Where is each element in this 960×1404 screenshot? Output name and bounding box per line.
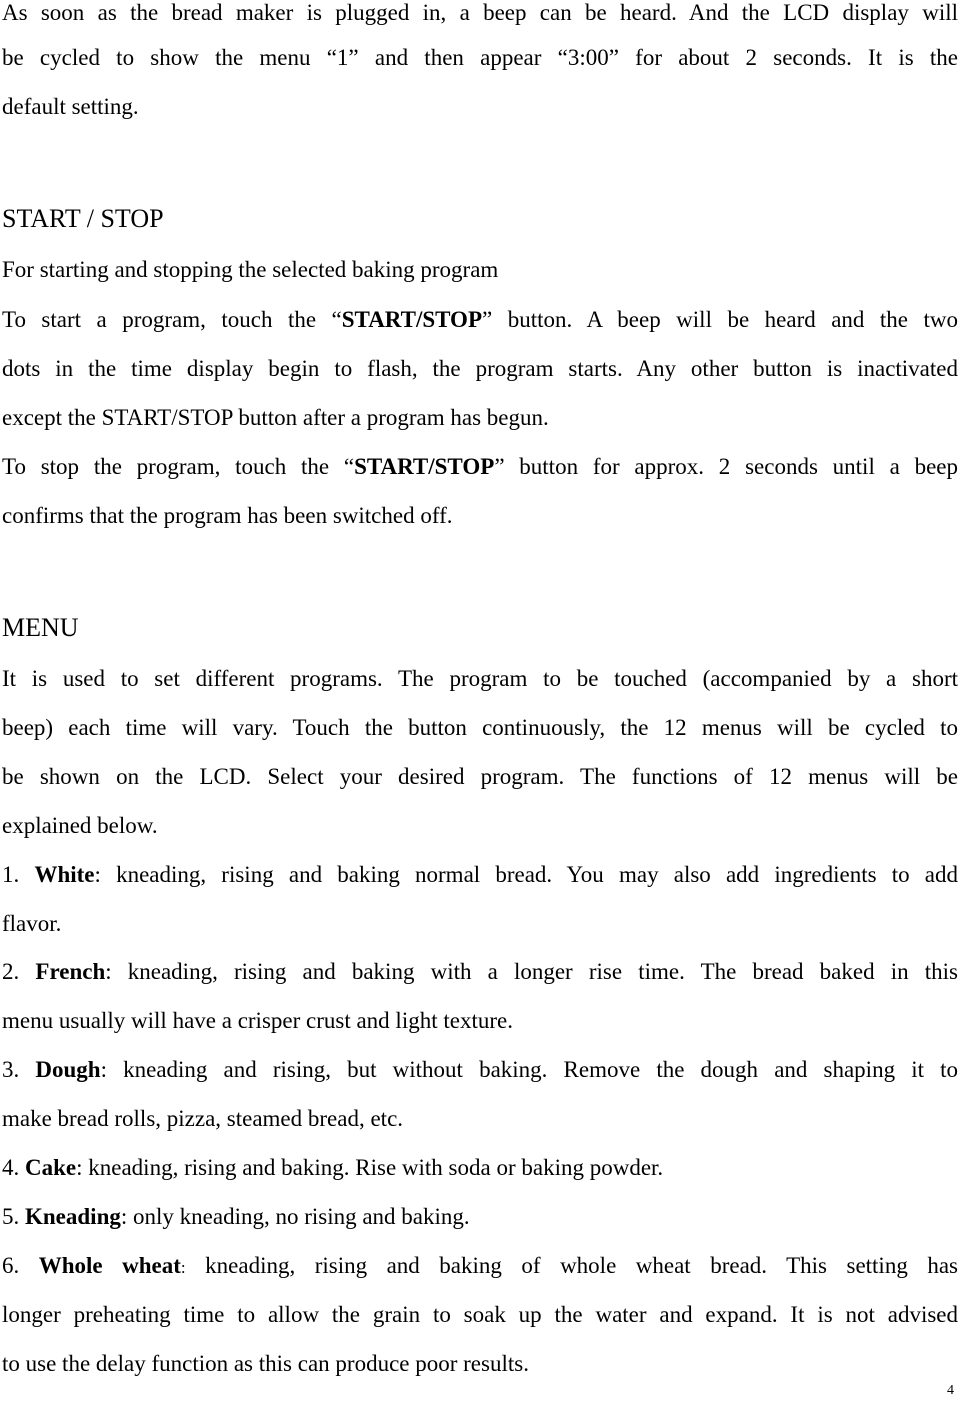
menu-line-4: explained below. xyxy=(2,813,158,838)
start-stop-line-6: confirms that the program has been switched off. xyxy=(2,503,453,528)
start-stop-button-name: START/STOP xyxy=(341,307,482,332)
menu-item-french-line-2: menu usually will have a crisper crust and light texture. xyxy=(2,1008,513,1033)
menu-item-name: Cake xyxy=(25,1155,77,1180)
menu-item-number: 3. xyxy=(2,1057,36,1082)
menu-item-name: French xyxy=(35,959,106,984)
start-stop-line-4: except the START/STOP button after a program has begun. xyxy=(2,405,549,430)
intro-line-3: default setting. xyxy=(2,94,139,119)
start-stop-line-3: dots in the time display begin to flash, the program starts. Any other button is inactivated xyxy=(2,356,958,381)
menu-item-name: White xyxy=(34,862,95,887)
menu-item-cake xyxy=(2,1155,663,1181)
start-stop-line-5-pre: To stop the program, touch the “ xyxy=(2,454,355,479)
menu-item-description: kneading, rising and baking of whole wheat bread. This setting has xyxy=(185,1253,958,1278)
menu-item-white xyxy=(2,862,958,888)
menu-item-description: only kneading, no rising and baking. xyxy=(127,1204,470,1229)
menu-item-description: kneading, rising and baking normal bread. You may also add ingredients to add xyxy=(100,862,959,887)
menu-item-name: Whole wheat xyxy=(38,1253,181,1278)
menu-item-name: Dough xyxy=(35,1057,101,1082)
menu-item-kneading xyxy=(2,1204,470,1230)
menu-item-separator: : xyxy=(180,1258,186,1277)
start-stop-line-5 xyxy=(2,454,958,480)
menu-item-number: 6. xyxy=(2,1253,39,1278)
menu-line-1: It is used to set different programs. The program to be touched (accompanied by a short xyxy=(2,666,958,691)
start-stop-line-2 xyxy=(2,307,958,333)
menu-item-dough-line-2: make bread rolls, pizza, steamed bread, etc. xyxy=(2,1106,404,1131)
menu-line-3: be shown on the LCD. Select your desired program. The functions of 12 menus will be xyxy=(2,764,958,789)
menu-item-separator: : xyxy=(76,1155,83,1180)
menu-item-description: kneading and rising, but without baking. Remove the dough and shaping it to xyxy=(106,1057,959,1082)
start-stop-line-2-pre: To start a program, touch the “ xyxy=(2,307,342,332)
menu-item-number: 2. xyxy=(2,959,36,984)
menu-item-white-line-2: flavor. xyxy=(2,911,62,936)
menu-item-number: 5. xyxy=(2,1204,25,1229)
menu-item-number: 1. xyxy=(2,862,35,887)
menu-item-dough xyxy=(2,1057,958,1083)
menu-line-2: beep) each time will vary. Touch the button continuously, the 12 menus will be cycled to xyxy=(2,715,958,740)
start-stop-line-1: For starting and stopping the selected baking program xyxy=(2,257,499,282)
menu-item-whole-wheat-line-2: longer preheating time to allow the grain to soak up the water and expand. It is not advised xyxy=(2,1302,958,1327)
menu-item-separator: : xyxy=(105,959,112,984)
start-stop-line-5-post: ” button for approx. 2 seconds until a beep xyxy=(494,454,958,479)
menu-item-separator: : xyxy=(94,862,101,887)
start-stop-line-2-post: ” button. A beep will be heard and the two xyxy=(482,307,958,332)
menu-item-separator: : xyxy=(120,1204,128,1229)
intro-line-1: As soon as the bread maker is plugged in, a beep can be heard. And the LCD display will xyxy=(2,0,958,25)
menu-heading: MENU xyxy=(2,613,79,642)
menu-item-number: 4. xyxy=(2,1155,25,1180)
start-stop-button-name-2: START/STOP xyxy=(354,454,495,479)
intro-line-2: be cycled to show the menu “1” and then appear “3:00” for about 2 seconds. It is the xyxy=(2,45,958,70)
menu-item-whole-wheat-line-3: to use the delay function as this can produce poor results. xyxy=(2,1351,529,1376)
menu-item-separator: : xyxy=(100,1057,107,1082)
menu-item-name: Kneading xyxy=(25,1204,121,1229)
menu-item-description: kneading, rising and baking. Rise with soda or baking powder. xyxy=(82,1155,664,1180)
menu-item-french xyxy=(2,959,958,985)
start-stop-heading: START / STOP xyxy=(2,204,164,233)
menu-item-whole-wheat xyxy=(2,1253,958,1281)
menu-item-description: kneading, rising and baking with a longer rise time. The bread baked in this xyxy=(111,959,958,984)
page-number: 4 xyxy=(947,1383,954,1398)
